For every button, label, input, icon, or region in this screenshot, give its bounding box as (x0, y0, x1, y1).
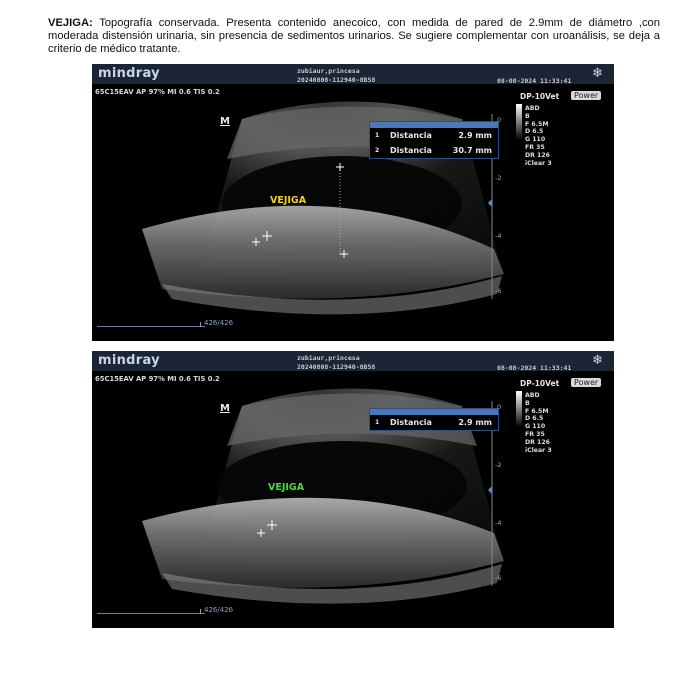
patient-info (297, 354, 375, 371)
param-b: B (525, 112, 530, 120)
power-badge: Power (571, 378, 601, 387)
measurement-label: Distancia (390, 418, 432, 427)
scan-parameters (525, 392, 552, 454)
patient-name: zubiaur,princesa (297, 354, 360, 362)
ultrasound-image-1 (92, 64, 614, 341)
focus-marker-icon (488, 199, 492, 207)
grayscale-bar (516, 104, 522, 140)
measurement-panel (369, 121, 499, 159)
measurement-value: 30.7 mm (452, 146, 492, 155)
measurement-row (370, 415, 498, 430)
measurement-value: 2.9 mm (458, 418, 492, 427)
exam-datetime: 08-08-2024 11:33:41 (497, 364, 572, 372)
grayscale-bar (516, 391, 522, 427)
depth-mark: -4 (495, 519, 502, 527)
report-heading: VEJIGA: (48, 17, 93, 29)
cine-marker-icon (200, 609, 201, 614)
depth-mark: -6 (495, 287, 502, 295)
measurement-label: Distancia (390, 146, 432, 155)
param-gain: G 110 (525, 423, 546, 431)
param-gain: G 110 (525, 136, 546, 144)
depth-mark: 0 (497, 116, 502, 124)
param-frame-rate: FR 35 (525, 143, 545, 151)
measurement-label: Distancia (390, 131, 432, 140)
cine-bar (97, 326, 205, 327)
param-mode: ABD (525, 105, 540, 112)
brand-logo: mindray (98, 353, 160, 368)
patient-name: zubiaur,princesa (297, 67, 360, 75)
cine-bar (97, 613, 205, 614)
preset-label: DP-10Vet (520, 92, 560, 101)
depth-mark: -6 (495, 574, 502, 582)
depth-mark: 0 (497, 403, 502, 411)
brand-logo: mindray (98, 66, 160, 81)
param-frame-rate: FR 35 (525, 430, 545, 438)
cine-marker-icon (200, 322, 201, 327)
param-iclear: iClear 3 (525, 446, 552, 454)
exam-datetime: 08-08-2024 11:33:41 (497, 77, 572, 85)
param-mode: ABD (525, 392, 540, 399)
probe-info: 65C15EAV AP 97% MI 0.6 TIS 0.2 (95, 88, 220, 96)
scan-parameters (525, 105, 552, 167)
power-badge: Power (571, 91, 601, 100)
orientation-marker: M (220, 403, 230, 414)
snowflake-icon: ❄ (592, 352, 603, 367)
exam-id: 20240808-112940-8B58 (297, 362, 376, 371)
measurement-value: 2.9 mm (458, 131, 492, 140)
param-iclear: iClear 3 (525, 159, 552, 167)
frame-counter: 426/426 (204, 319, 234, 327)
probe-info: 65C15EAV AP 97% MI 0.6 TIS 0.2 (95, 375, 220, 383)
param-frequency: F 6.5M (525, 120, 549, 128)
measurement-row (370, 143, 498, 158)
measurement-number: 2 (375, 147, 380, 154)
measurement-number: 1 (375, 132, 380, 139)
exam-id: 20240808-112940-8B58 (297, 75, 376, 84)
frame-counter: 426/426 (204, 606, 234, 614)
measurement-number: 1 (375, 419, 380, 426)
depth-mark: -4 (495, 232, 502, 240)
measurement-row (370, 128, 498, 143)
depth-mark: -2 (495, 174, 502, 182)
organ-label: VEJIGA (268, 482, 305, 493)
param-depth: D 6.5 (525, 128, 544, 136)
orientation-marker: M (220, 116, 230, 127)
ultrasound-image-2 (92, 351, 614, 628)
organ-label: VEJIGA (270, 195, 307, 206)
report-body: Topografía conservada. Presenta contenido anecoico, con medida de pared de 2.9mm de diámetro ,con moderada distensión urinaria, sin presencia de sedimentos urinarios. Se sugiere complementar con uroanálisis, se deja a criterio de médico tratante. (48, 17, 660, 56)
param-frequency: F 6.5M (525, 407, 549, 415)
preset-label: DP-10Vet (520, 379, 560, 388)
param-b: B (525, 399, 530, 407)
depth-mark: -2 (495, 461, 502, 469)
report-paragraph (48, 17, 660, 57)
focus-marker-icon (488, 486, 492, 494)
param-dynamic-range: DR 126 (525, 438, 550, 446)
param-depth: D 6.5 (525, 415, 544, 423)
param-dynamic-range: DR 126 (525, 151, 550, 159)
patient-info (297, 67, 375, 84)
measurement-panel (369, 408, 499, 431)
snowflake-icon: ❄ (592, 65, 603, 80)
